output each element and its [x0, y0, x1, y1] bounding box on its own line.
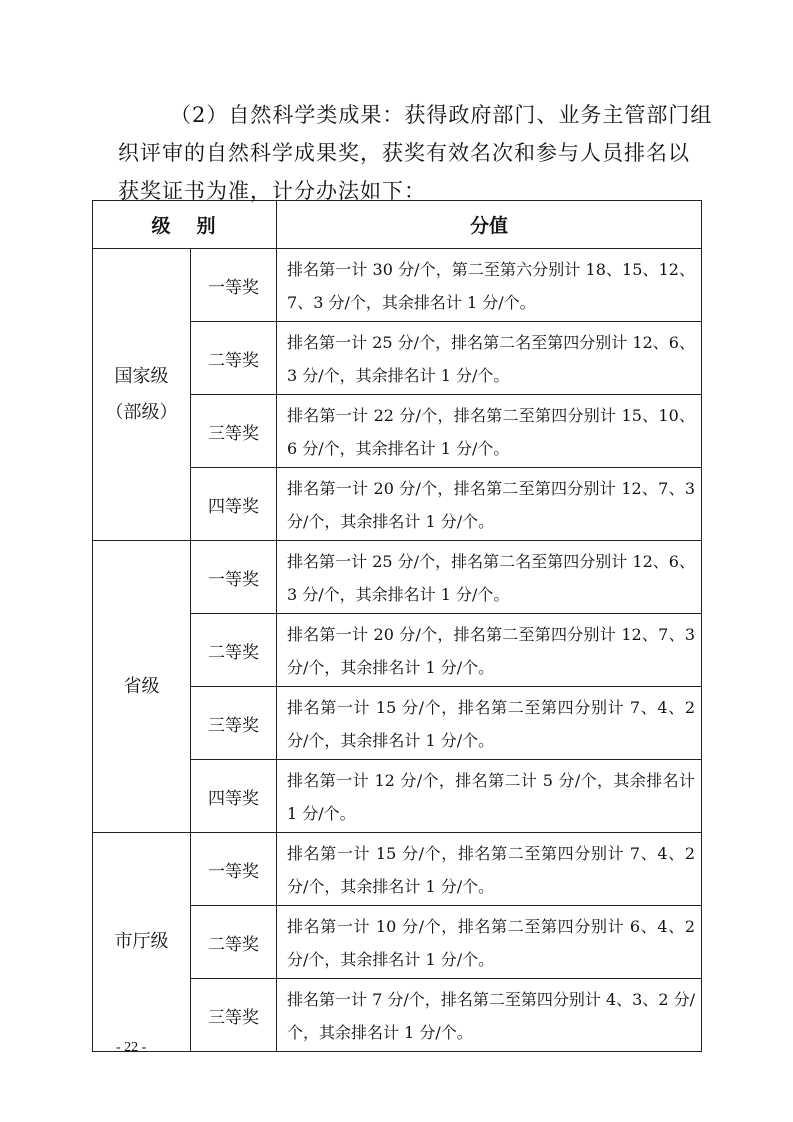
level-label: 国家级	[114, 365, 169, 387]
header-level: 级别	[93, 201, 277, 249]
prize-label: 四等奖	[191, 468, 277, 541]
intro-line: （2）自然科学类成果：获得政府部门、业务主管部门组	[170, 103, 713, 127]
scoring-table	[92, 200, 702, 1052]
page-number: - 22 -	[116, 1040, 147, 1055]
score-value: 排名第一计 12 分/个，排名第二计 5 分/个，其余排名计 1 分/个。	[277, 760, 702, 833]
prize-label: 四等奖	[191, 760, 277, 833]
level-municipal	[93, 833, 191, 1052]
table-row	[93, 249, 702, 322]
prize-label: 一等奖	[191, 541, 277, 614]
score-value: 排名第一计 15 分/个，排名第二至第四分别计 7、4、2 分/个，其余排名计 1 分/个。	[277, 687, 702, 760]
prize-label: 一等奖	[191, 249, 277, 322]
intro-line: 织评审的自然科学成果奖，获奖有效名次和参与人员排名以	[118, 141, 690, 165]
intro-paragraph	[118, 96, 718, 210]
prize-label: 一等奖	[191, 833, 277, 906]
score-value: 排名第一计 20 分/个，排名第二至第四分别计 12、7、3 分/个，其余排名计 1 分/个。	[277, 614, 702, 687]
prize-label: 二等奖	[191, 322, 277, 395]
level-label: 省级	[123, 675, 160, 697]
table-row	[93, 541, 702, 614]
level-label: 市厅级	[114, 931, 169, 952]
intro-line: 获奖证书为准，计分办法如下：	[118, 179, 426, 203]
prize-label: 二等奖	[191, 614, 277, 687]
header-value: 分值	[277, 201, 702, 249]
prize-label: 三等奖	[191, 979, 277, 1052]
prize-label: 二等奖	[191, 906, 277, 979]
score-value: 排名第一计 10 分/个，排名第二至第四分别计 6、4、2 分/个，其余排名计 1 分/个。	[277, 906, 702, 979]
prize-label: 三等奖	[191, 395, 277, 468]
level-sublabel: （部级）	[105, 401, 178, 423]
table-header-row	[93, 201, 702, 249]
score-value: 排名第一计 22 分/个，排名第二至第四分别计 15、10、6 分/个，其余排名计 1 分/个。	[277, 395, 702, 468]
level-provincial	[93, 541, 191, 833]
prize-label: 三等奖	[191, 687, 277, 760]
table-row	[93, 833, 702, 906]
score-value: 排名第一计 7 分/个，排名第二至第四分别计 4、3、2 分/个，其余排名计 1 分/个。	[277, 979, 702, 1052]
score-value: 排名第一计 20 分/个，排名第二至第四分别计 12、7、3 分/个，其余排名计 1 分/个。	[277, 468, 702, 541]
score-value: 排名第一计 30 分/个，第二至第六分别计 18、15、12、7、3 分/个，其余排名计 1 分/个。	[277, 249, 702, 322]
score-value: 排名第一计 15 分/个，排名第二至第四分别计 7、4、2 分/个，其余排名计 1 分/个。	[277, 833, 702, 906]
level-national	[93, 249, 191, 541]
score-value: 排名第一计 25 分/个，排名第二名至第四分别计 12、6、3 分/个，其余排名计 1 分/个。	[277, 322, 702, 395]
score-value: 排名第一计 25 分/个，排名第二名至第四分别计 12、6、3 分/个，其余排名计 1 分/个。	[277, 541, 702, 614]
